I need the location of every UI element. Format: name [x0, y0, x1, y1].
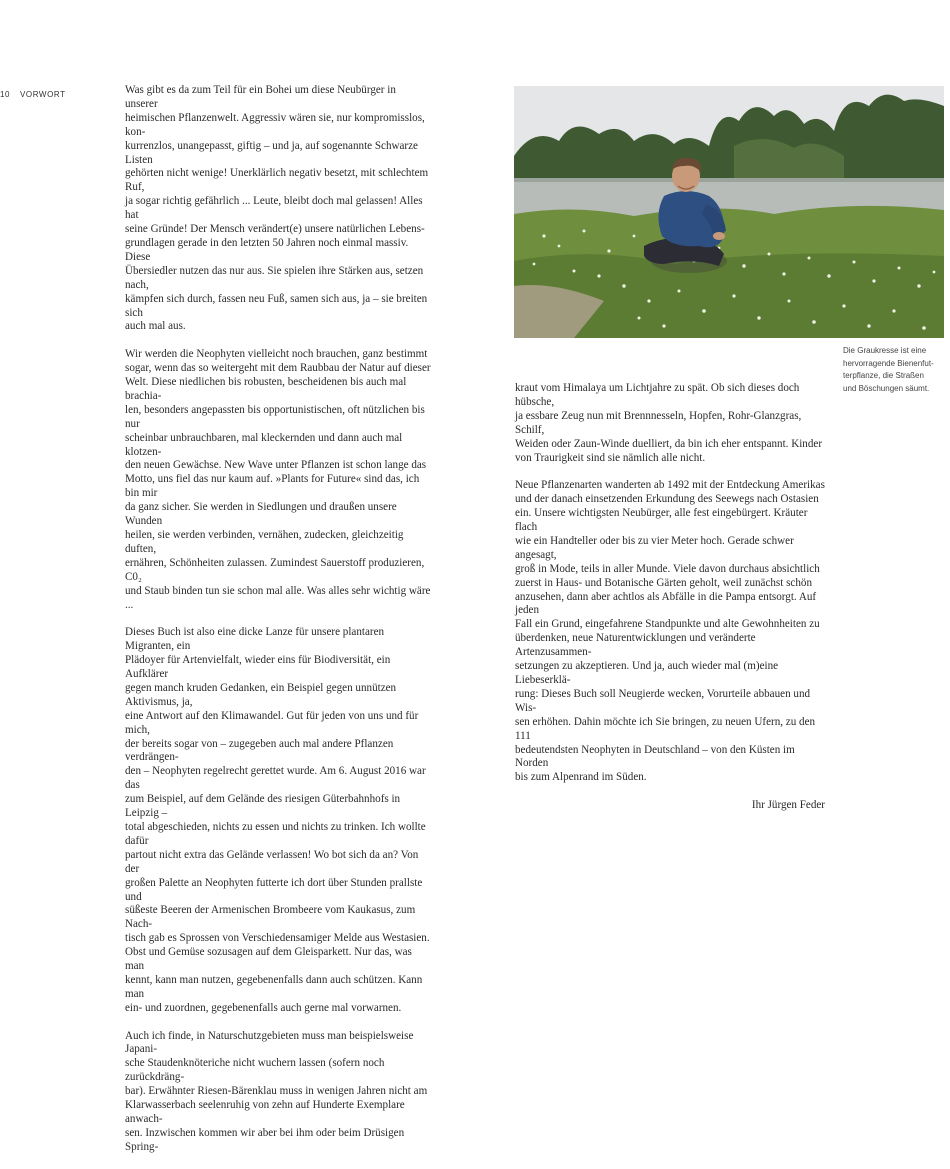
- paragraph: Wir werden die Neophyten vielleicht noch brauchen, ganz bestimmt sogar, wenn das so weitergeht mit dem Raubbau der Natur auf dieser Welt. Diese niedlichen bis robusten, bescheidenen bis auch mal brachia- len, besonders angepassten bis opportunistischen, oft nützlichen bis nur scheinbar unbrauchbaren, mal kleckernden und dann auch mal klotzen- den neuen Gewächse. New Wave unter Pflanzen ist schon lange das Motto, uns fiel das nur kaum auf. »Plants for Future« sind das, ich bin mir da ganz sicher. Sie werden in Siedlungen und draußen unsere Wunden heilen, sie werden verbinden, vernähen, zudecken, gleichzeitig duften, ernähren, Schönheiten zulassen. Zumindest Sauerstoff produzieren, C0₂ und Staub binden tun sie schon mal alle. Was alles sehr wichtig wäre ...: [125, 348, 431, 611]
- page-number: 10: [0, 90, 11, 99]
- running-header: [0, 90, 66, 99]
- photo-man-in-meadow: [514, 86, 944, 338]
- river-bank: [514, 178, 944, 182]
- left-text-column: [125, 84, 431, 1169]
- paragraph: Neue Pflanzenarten wanderten ab 1492 mit der Entdeckung Amerikas und der danach einsetzenden Erkundung des Seewegs nach Ostasien ein. Unsere wichtigsten Neubürger, alle fest eingebürgert. Kräuter flach wie ein Handteller oder bis zu vier Meter hoch. Gerade schwer angesagt, groß in Mode, teils in aller Munde. Viele davon durchaus absichtlich zuerst in Haus- und Botanische Gärten geholt, weil zunächst schön anzusehen, dann aber achtlos als Abfälle in die Pampa entsorgt. Auf jeden Fall ein Grund, eingefahrene Standpunkte und alte Gewohnheiten zu überdenken, neue Naturentwicklungen und veränderte Artenzusammen- setzungen zu akzeptieren. Und ja, auch wieder mal (m)eine Liebeserklä- rung: Dieses Buch soll Neugierde wecken, Vorurteile abbauen und Wis- sen erhöhen. Dahin möchte ich Sie bringen, zu neuen Ufern, zu den 111 bedeutendsten Neophyten in Deutschland – von den Küsten im Norden bis zum Alpenrand im Süden.: [515, 479, 825, 784]
- right-text-column: [515, 382, 825, 827]
- hand: [713, 232, 725, 240]
- paragraph: kraut vom Himalaya um Lichtjahre zu spät. Ob sich dieses doch hübsche, ja essbare Zeug nun mit Brennnesseln, Hopfen, Rohr-Glanzgras, Schilf, Weiden oder Zaun-Winde duelliert, da bin ich eher entspannt. Kinder von Traurigkeit sind sie nämlich alle nicht.: [515, 382, 823, 464]
- paragraph: Auch ich finde, in Naturschutzgebieten muss man beispielsweise Japani- sche Staudenknöteriche nicht wuchern lassen (sofern noch zurückdräng- bar). Erwähnter Riesen-Bärenklau muss in wenigen Jahren nicht am Klarwasserbach seelenruhig von zehn auf Hunderte Exemplare anwach- sen. Inzwischen kommen wir aber bei ihm oder beim Drüsigen Spring-: [125, 1029, 428, 1153]
- paragraph: Was gibt es da zum Teil für ein Bohei um diese Neubürger in unserer heimischen Pflanzenwelt. Aggressiv wären sie, nur kompromisslos, kon- kurrenzlos, unangepasst, giftig – und ja, auf sogenannte Schwarze Listen gehörten nicht wenige! Unerklärlich negativ besetzt, mit schlechtem Ruf, ja sogar richtig gefährlich ... Leute, bleibt doch mal gelassen! Alles hat seine Gründe! Der Mensch verändert(e) unsere natürlichen Lebens- grundlagen gerade in den letzten 50 Jahren noch einmal massiv. Diese Übersiedler nutzen das nur aus. Sie spielen ihre Stärken aus, setzen nach, kämpfen sich durch, fassen neu Fuß, samen sich aus, ja – sie breiten sich auch mal aus.: [125, 84, 429, 333]
- photo-caption: Die Graukresse ist eine hervorragende Bienenfut- terpflanze, die Straßen und Böschungen säumt.: [843, 346, 934, 394]
- author-signature: Ihr Jürgen Feder: [751, 799, 825, 812]
- section-title: VORWORT: [19, 90, 66, 99]
- photo-illustration: [514, 86, 944, 338]
- paragraph: Dieses Buch ist also eine dicke Lanze für unsere plantaren Migranten, ein Plädoyer für Artenvielfalt, wieder eins für Biodiversität, ein Aufklärer gegen manch kruden Gedanken, ein Beispiel gegen unnützen Aktivismus, ja, eine Antwort auf den Klimawandel. Gut für jeden von uns und für mich, der bereits sogar von – zugegeben auch mal andere Pflanzen verdrängen- den – Neophyten regelrecht gerettet wurde. Am 6. August 2016 war das zum Beispiel, auf dem Gelände des riesigen Güterbahnhofs in Leipzig – total abgeschieden, nichts zu essen und nichts zu trinken. Ich wollte dafür partout nicht extra das Gelände verlassen! Wo bot sich da an? Von der großen Palette an Neophyten futterte ich dort über Stunden prallste und süßeste Beeren der Armenischen Brombeere vom Kaukasus, zum Nach- tisch gab es Sprossen von Verschiedensamiger Melde aus Westasien. Obst und Gemüse sozusagen auf dem Gleisparkett. Nur das, was man kennt, kann man nutzen, gegebenenfalls dann auch schützen. Kann man ein- und zuordnen, gegebenenfalls auch gerne mal vorwarnen.: [125, 626, 430, 1014]
